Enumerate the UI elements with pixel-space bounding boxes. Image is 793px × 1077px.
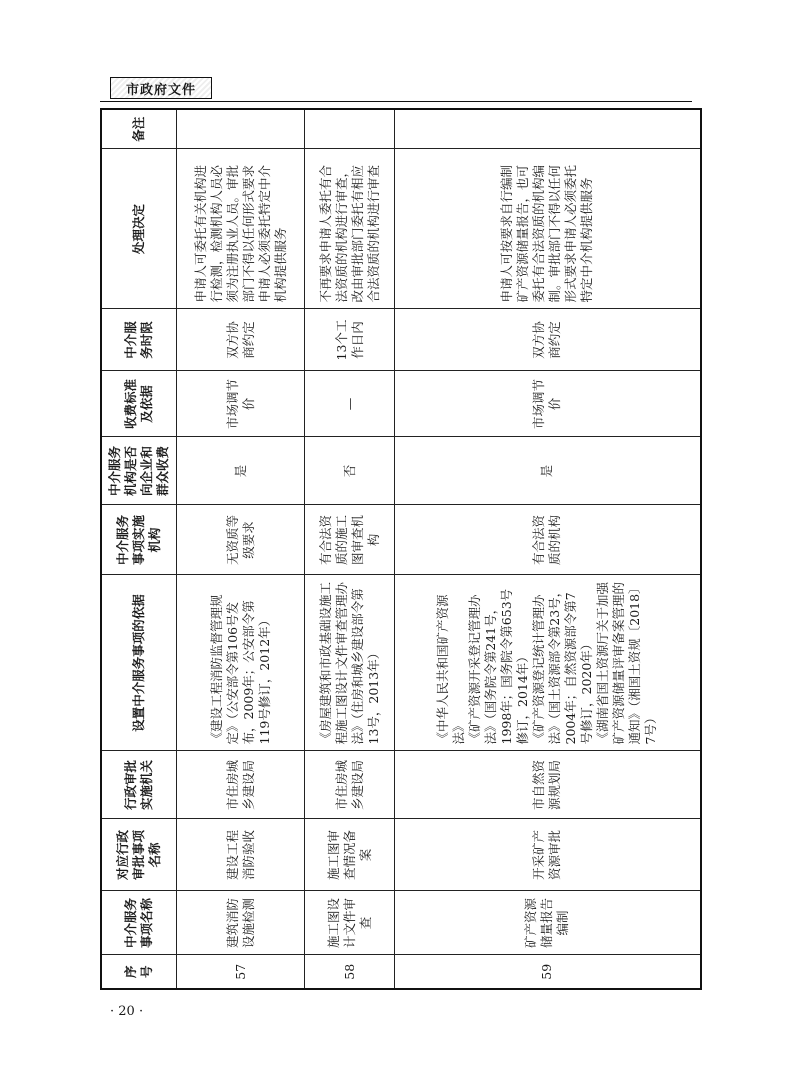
- header-enterprise: 中介服务机构是否向企业和群众收费: [101, 437, 177, 505]
- cell-approval: 施工图审查情况备案: [305, 819, 395, 891]
- cell-basis: [177, 575, 305, 751]
- cell-approval: 建设工程消防验收: [177, 819, 305, 891]
- cell-decision: 申请人可按要求自行编制矿产资源储量报告，也可委托有合法资质的机构编制。审批部门不得以任何形式要求申请人必须委托特定中介机构提供服务: [395, 149, 701, 309]
- cell-enterprise: 否: [305, 437, 395, 505]
- basis-line: 《中华人民共和国矿产资源法》: [435, 594, 467, 745]
- cell-time: 双方协商约定: [395, 309, 701, 371]
- header-rule: [100, 101, 692, 102]
- cell-approval: 开采矿产资源审批: [395, 819, 701, 891]
- cell-basis: [395, 575, 701, 751]
- cell-item: 施工图设计文件审查: [305, 891, 395, 955]
- cell-remark: [305, 109, 395, 149]
- header-remark: 备注: [101, 109, 177, 149]
- cell-decision: 不再要求申请人委托有合法资质的机构进行审查，改由审批部门委托有相应合法资质的机构进行审查: [305, 149, 395, 309]
- header-item: 中介服务事项名称: [101, 891, 177, 955]
- cell-agency: 市自然资源规划局: [395, 751, 701, 819]
- rotated-table-container: [100, 110, 692, 990]
- cell-time: 13个工作日内: [305, 309, 395, 371]
- intermediary-service-table: [100, 108, 702, 990]
- document-header-title: 市政府文件: [110, 77, 212, 99]
- cell-fee: —: [305, 371, 395, 437]
- cell-time: 双方协商约定: [177, 309, 305, 371]
- basis-line: 《湖南省国土资源厅关于加强矿产资源储量评审备案管理的通知》（湘国土资规〔2018〕7号）: [595, 581, 659, 745]
- header-fee: 收费标准及依据: [101, 371, 177, 437]
- table-row: [305, 109, 395, 989]
- header-agency: 行政审批实施机关: [101, 751, 177, 819]
- cell-seq: 59: [395, 955, 701, 989]
- cell-basis: [305, 575, 395, 751]
- basis-line: 《房屋建筑和市政基础设施工程施工图设计文件审查管理办法》（住房和城乡建设部令第13号，2013年）: [317, 581, 381, 745]
- table-row: [177, 109, 305, 989]
- header-provider: 中介服务事项实施机构: [101, 505, 177, 575]
- table-header-row: [101, 109, 177, 989]
- cell-enterprise: 是: [177, 437, 305, 505]
- cell-agency: 市住房城乡建设局: [177, 751, 305, 819]
- header-time: 中介服务时限: [101, 309, 177, 371]
- header-seq: 序号: [101, 955, 177, 989]
- cell-provider: 有合法资质的机构: [395, 505, 701, 575]
- cell-enterprise: 是: [395, 437, 701, 505]
- cell-remark: [177, 109, 305, 149]
- cell-fee: 市场调节价: [177, 371, 305, 437]
- basis-line: 《矿产资源登记统计管理办法》（国土资源部令第23号，2004年；自然资源部令第7号修订，2020年）: [531, 584, 595, 745]
- cell-provider: 无资质等级要求: [177, 505, 305, 575]
- header-decision: 处理决定: [101, 149, 177, 309]
- cell-fee: 市场调节价: [395, 371, 701, 437]
- cell-item: 建筑消防设施检测: [177, 891, 305, 955]
- cell-remark: [395, 109, 701, 149]
- cell-agency: 市住房城乡建设局: [305, 751, 395, 819]
- cell-decision: 申请人可委托有关机构进行检测，检测机构人员必须为注册执业人员。审批部门不得以任何形式要求申请人必须委托特定中介机构提供服务: [177, 149, 305, 309]
- cell-provider: 有合法资质的施工图审查机构: [305, 505, 395, 575]
- header-basis: 设置中介服务事项的依据: [101, 575, 177, 751]
- cell-seq: 58: [305, 955, 395, 989]
- table-row: [395, 109, 701, 989]
- cell-item: 矿产资源储量报告编制: [395, 891, 701, 955]
- page-number: · 20 ·: [110, 1004, 144, 1019]
- cell-seq: 57: [177, 955, 305, 989]
- basis-line: 《矿产资源开采登记管理办法》（国务院令第241号，1998年；国务院令第653号修订，2014年）: [467, 588, 531, 745]
- header-approval: 对应行政审批事项名称: [101, 819, 177, 891]
- basis-line: 《建设工程消防监督管理规定》（公安部令第106号发布，2009年；公安部令第119号修订，2012年）: [208, 594, 272, 745]
